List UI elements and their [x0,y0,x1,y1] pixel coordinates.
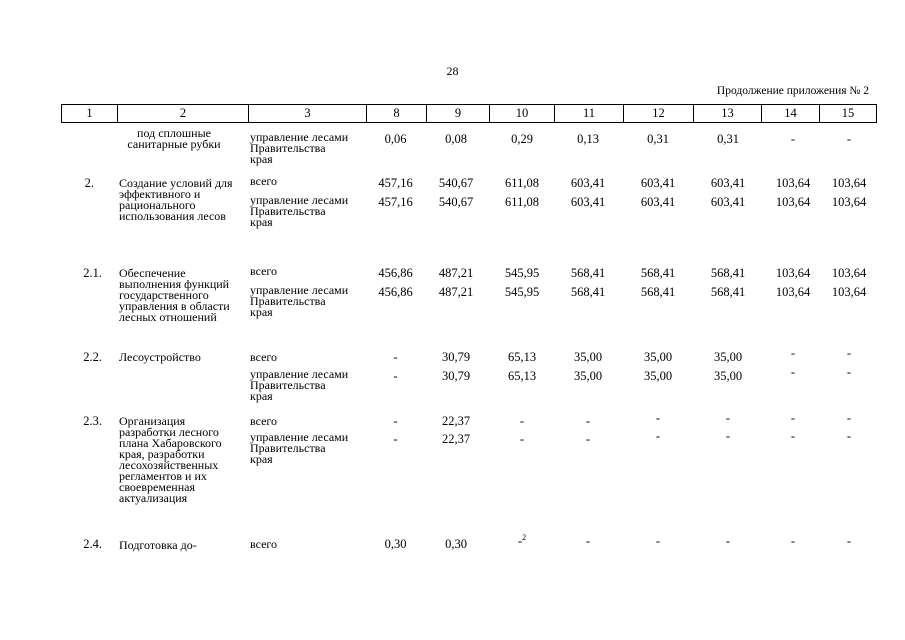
responsible: управление лесами Правительства края [250,430,349,466]
value-col-9: 22,37 [441,432,471,446]
value-col-15: - [846,429,852,443]
value-col-8: - [393,369,398,383]
header-col-2: 2 [118,105,249,122]
value-col-8: - [393,414,398,428]
continuation-caption: Продолжение приложения № 2 [716,85,869,97]
header-col-11: 11 [555,105,624,122]
header-col-1: 1 [62,105,118,122]
value-col-8: 456,86 [378,285,413,299]
value-col-9: 487,21 [438,266,474,280]
value-col-15: - [846,132,852,146]
responsible: всего [250,264,278,278]
row-number: 2. [84,176,94,190]
value-col-11: 35,00 [573,350,603,364]
value-col-15: - [846,534,852,548]
value-col-15: 103,64 [831,285,867,299]
row-name: Обеспечение выполнения функций государственного управления в области лесных отношений [119,266,230,324]
value-col-14: 103,64 [775,285,811,299]
value-col-12: 0,31 [647,132,669,146]
header-col-8: 8 [367,105,427,122]
row-number: 2.3. [83,414,102,428]
table-header [61,104,877,123]
responsible: управление лесами Правительства края [250,130,349,166]
value-col-9: 30,79 [441,369,471,383]
header-col-15: 15 [841,106,855,120]
value-col-10: 65,13 [507,350,537,364]
value-col-9: 22,37 [441,414,471,428]
value-col-8: 0,30 [384,537,407,551]
header-col-13: 13 [694,105,762,122]
value-col-11: 603,41 [570,195,606,209]
value-col-12: 603,41 [640,195,676,209]
value-col-9: 0,08 [445,132,467,146]
value-col-10 [492,533,552,549]
value-col-13: 568,41 [710,266,746,280]
value-col-13: 603,41 [710,176,746,190]
value-col-11: 35,00 [573,369,603,383]
value-col-14: - [790,429,796,443]
footnote-mark: 2 [522,533,527,542]
value-col-14: 103,64 [775,266,811,280]
value-col-10: 545,95 [504,285,540,299]
responsible: всего [250,537,278,551]
value-col-8: 457,16 [378,195,413,209]
value-col-13: - [725,534,731,548]
responsible: всего [250,414,278,428]
value-col-14: - [790,132,796,146]
responsible: управление лесами Правительства края [250,283,349,319]
value-col-11: - [585,432,591,446]
row-number: 2.4. [83,537,102,551]
header-col-12: 12 [624,105,694,122]
responsible: управление лесами Правительства края [250,367,349,403]
value-col-10: 0,29 [511,132,533,146]
value-col-12: - [655,411,661,425]
value-col-11: 568,41 [570,266,606,280]
value-col-14: 103,64 [775,176,811,190]
value-col-13: 35,00 [713,350,743,364]
value-col-14: - [790,534,796,548]
value-col-15: - [846,411,852,425]
value-col-10: - [519,432,525,446]
value-col-13: 603,41 [710,195,746,209]
value-dash: - [517,534,523,549]
value-col-12: - [655,429,661,443]
row-number: 2.2. [83,350,102,364]
value-col-11: 603,41 [570,176,606,190]
header-col-14: 14 [762,105,820,122]
row-name: Создание условий для эффективного и рационального использования лесов [119,176,233,223]
value-col-13: - [725,429,731,443]
value-col-10: 65,13 [507,369,537,383]
value-col-12: 568,41 [640,285,676,299]
value-col-9: 540,67 [438,195,474,209]
value-col-11: - [585,414,591,428]
value-col-14: - [790,346,796,360]
value-col-12: - [655,534,661,548]
value-col-15: 103,64 [831,195,867,209]
value-col-15: 103,64 [831,176,867,190]
row-name: Лесоустройство [119,350,201,364]
header-col-10: 10 [490,105,555,122]
value-col-13: 0,31 [717,132,739,146]
value-col-11: - [585,534,591,548]
responsible: управление лесами Правительства края [250,193,349,229]
value-col-14: - [790,411,796,425]
row-name: Организация разработки лесного плана Хабаровского края, разработки лесохозяйственных регламентов и их своевременная актуализация [119,414,222,505]
value-col-8: 457,16 [378,176,413,190]
value-col-13: 35,00 [713,369,743,383]
value-col-12: 35,00 [643,369,673,383]
value-col-14: 103,64 [775,195,811,209]
value-col-15: - [846,365,852,379]
value-col-12: 603,41 [640,176,676,190]
value-col-15: - [846,346,852,360]
value-col-12: 35,00 [643,350,673,364]
row-name: Подготовка до- [119,538,197,552]
value-col-8: - [393,350,398,364]
value-col-8: - [393,432,398,446]
row-name: под сплошные санитарные рубки [127,126,221,151]
header-col-3: 3 [249,105,367,122]
responsible: всего [250,350,278,364]
responsible: всего [250,174,278,188]
value-col-11: 568,41 [570,285,606,299]
value-col-13: - [725,411,731,425]
value-col-9: 487,21 [438,285,474,299]
value-col-9: 540,67 [438,176,474,190]
value-col-12: 568,41 [640,266,676,280]
page-number: 28 [446,64,459,78]
value-col-14: - [790,365,796,379]
value-col-8: 456,86 [378,266,413,280]
value-col-10: 545,95 [504,266,540,280]
value-col-10: 611,08 [505,176,539,190]
value-col-10: 611,08 [505,195,539,209]
value-col-9: 0,30 [445,537,467,551]
value-col-9: 30,79 [441,350,471,364]
row-number: 2.1. [83,266,102,280]
value-col-11: 0,13 [577,132,599,146]
header-col-9: 9 [427,105,490,122]
value-col-8: 0,06 [384,132,407,146]
value-col-15: 103,64 [831,266,867,280]
value-col-13: 568,41 [710,285,746,299]
value-col-10: - [519,414,525,428]
